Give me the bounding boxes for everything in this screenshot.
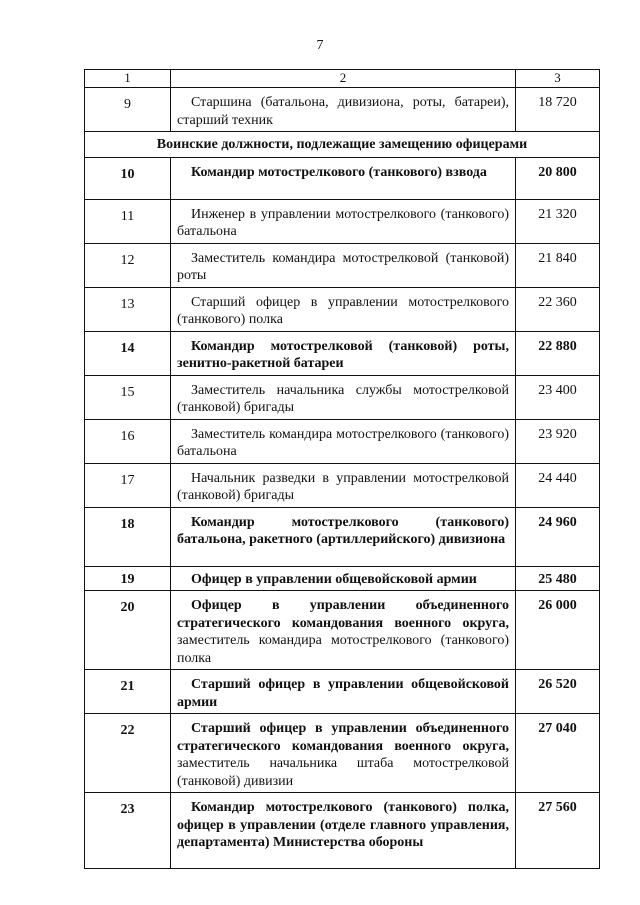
column-header-3: 3 — [516, 70, 600, 88]
table-row — [85, 243, 600, 287]
position-title-bold-part: Старший офицер в управлении объединенного стратегического командования военного округа, — [177, 721, 509, 754]
section-title: Воинские должности, подлежащие замещению офицерами — [85, 132, 600, 158]
table-row — [85, 157, 600, 199]
salary-value: 26 520 — [516, 670, 600, 714]
table-row — [85, 591, 600, 670]
position-title: Офицер в управлении общевойсковой армии — [171, 566, 516, 591]
row-number: 21 — [85, 670, 171, 714]
salary-value: 27 040 — [516, 714, 600, 793]
table-row — [85, 670, 600, 714]
position-title: Старшина (батальона, дивизиона, роты, батареи), старший техник — [171, 88, 516, 132]
salary-value: 26 000 — [516, 591, 600, 670]
table-row — [85, 88, 600, 132]
table-row — [85, 793, 600, 869]
table-header-row — [85, 70, 600, 88]
row-number: 18 — [85, 507, 171, 566]
salary-value: 21 320 — [516, 199, 600, 243]
salary-value: 20 800 — [516, 157, 600, 199]
row-number: 14 — [85, 331, 171, 375]
table-row — [85, 375, 600, 419]
row-number: 15 — [85, 375, 171, 419]
position-title — [171, 714, 516, 793]
position-title-bold-part: Офицер в управлении объединенного стратегического командования военного округа, — [177, 598, 509, 631]
position-title: Командир мотострелкового (танкового) полка, офицер в управлении (отделе главного управления, департамента) Министерства обороны — [171, 793, 516, 869]
row-number: 19 — [85, 566, 171, 591]
salary-table — [84, 69, 600, 869]
table-row — [85, 507, 600, 566]
row-number: 17 — [85, 463, 171, 507]
salary-value: 27 560 — [516, 793, 600, 869]
position-title-normal-part: заместитель командира мотострелкового (танкового) полка — [177, 633, 509, 666]
table-row — [85, 331, 600, 375]
position-title: Старший офицер в управлении мотострелкового (танкового) полка — [171, 287, 516, 331]
row-number: 13 — [85, 287, 171, 331]
position-title: Старший офицер в управлении общевойсковой армии — [171, 670, 516, 714]
table-row — [85, 714, 600, 793]
table-row — [85, 287, 600, 331]
position-title: Инженер в управлении мотострелкового (танкового) батальона — [171, 199, 516, 243]
row-number: 16 — [85, 419, 171, 463]
salary-value: 23 920 — [516, 419, 600, 463]
table-row — [85, 199, 600, 243]
table-body — [85, 157, 600, 869]
position-title — [171, 591, 516, 670]
position-title-normal-part: заместитель начальника штаба мотострелковой (танковой) дивизии — [177, 756, 509, 789]
salary-value: 24 440 — [516, 463, 600, 507]
position-title: Командир мотострелковой (танковой) роты, зенитно-ракетной батареи — [171, 331, 516, 375]
position-title: Командир мотострелкового (танкового) батальона, ракетного (артиллерийского) дивизиона — [171, 507, 516, 566]
position-title: Заместитель командира мотострелкового (танкового) батальона — [171, 419, 516, 463]
salary-value: 22 360 — [516, 287, 600, 331]
row-number: 9 — [85, 88, 171, 132]
row-number: 10 — [85, 157, 171, 199]
salary-value: 22 880 — [516, 331, 600, 375]
position-title: Командир мотострелкового (танкового) взвода — [171, 157, 516, 199]
table-row — [85, 419, 600, 463]
salary-value: 24 960 — [516, 507, 600, 566]
table-row — [85, 566, 600, 591]
column-header-1: 1 — [85, 70, 171, 88]
position-title: Заместитель командира мотострелковой (танковой) роты — [171, 243, 516, 287]
column-header-2: 2 — [171, 70, 516, 88]
salary-value: 25 480 — [516, 566, 600, 591]
table-row — [85, 463, 600, 507]
salary-value: 21 840 — [516, 243, 600, 287]
position-title: Начальник разведки в управлении мотострелковой (танковой) бригады — [171, 463, 516, 507]
section-header-row — [85, 132, 600, 158]
row-number: 12 — [85, 243, 171, 287]
row-number: 23 — [85, 793, 171, 869]
salary-value: 18 720 — [516, 88, 600, 132]
page-number: 7 — [316, 38, 324, 53]
row-number: 11 — [85, 199, 171, 243]
row-number: 22 — [85, 714, 171, 793]
position-title: Заместитель начальника службы мотострелковой (танковой) бригады — [171, 375, 516, 419]
salary-value: 23 400 — [516, 375, 600, 419]
row-number: 20 — [85, 591, 171, 670]
